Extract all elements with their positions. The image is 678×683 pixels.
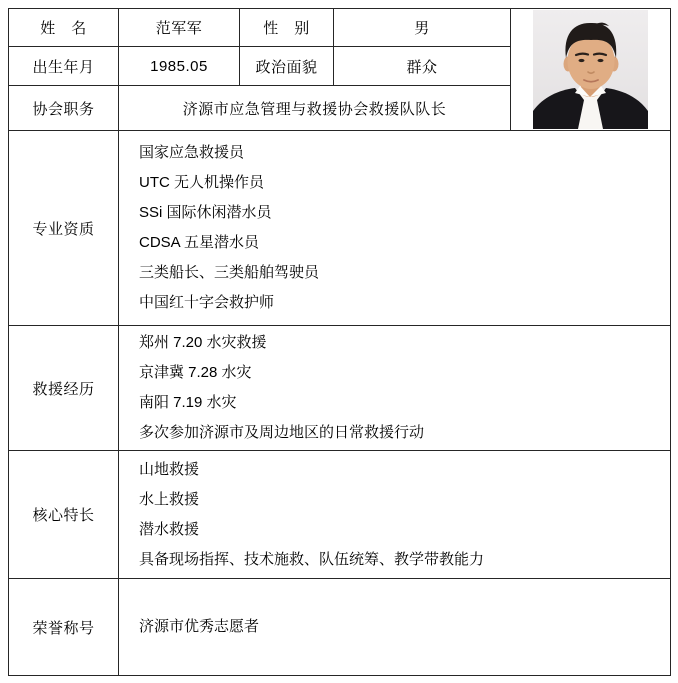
section-qualifications [9, 131, 670, 326]
experience-item: 郑州 7.20 水灾救援 [139, 334, 267, 351]
position-label: 协会职务 [9, 86, 119, 131]
portrait-photo [533, 10, 648, 129]
qualification-item: CDSA 五星潜水员 [139, 234, 260, 251]
political-status-value: 群众 [334, 47, 511, 86]
position-value: 济源市应急管理与救援协会救援队队长 [119, 86, 511, 131]
specialty-item: 山地救援 [139, 460, 200, 478]
photo-cell [511, 9, 670, 131]
experience-item: 南阳 7.19 水灾 [139, 394, 237, 411]
specialties-content [119, 451, 670, 579]
honors-content [119, 579, 670, 675]
gender-value: 男 [334, 9, 511, 47]
honor-item: 济源市优秀志愿者 [139, 618, 260, 635]
qualification-item: 三类船长、三类船舶驾驶员 [139, 264, 320, 281]
section-rescue-experience [9, 326, 670, 451]
experience-item: 京津冀 7.28 水灾 [139, 364, 252, 381]
name-label: 姓 名 [9, 9, 119, 47]
qualification-item: UTC 无人机操作员 [139, 174, 264, 191]
name-value: 范军军 [119, 9, 240, 47]
birth-value: 1985.05 [119, 47, 240, 86]
experience-content [119, 326, 670, 451]
qualifications-content [119, 131, 670, 326]
experience-item: 多次参加济源市及周边地区的日常救援行动 [139, 424, 425, 441]
qualifications-label: 专业资质 [9, 131, 119, 326]
specialty-item: 水上救援 [139, 490, 200, 508]
qualification-item: SSi 国际休闲潜水员 [139, 204, 272, 221]
specialty-item: 具备现场指挥、技术施救、队伍统筹、教学带教能力 [139, 550, 485, 568]
experience-label: 救援经历 [9, 326, 119, 451]
section-core-specialties [9, 451, 670, 579]
honors-label: 荣誉称号 [9, 579, 119, 675]
birth-label: 出生年月 [9, 47, 119, 86]
gender-label: 性 别 [240, 9, 334, 47]
personnel-form [8, 8, 671, 676]
basic-info-grid [9, 9, 670, 131]
qualification-item: 中国红十字会救护师 [139, 294, 275, 311]
section-honors [9, 579, 670, 675]
specialty-item: 潜水救援 [139, 520, 200, 538]
specialties-label: 核心特长 [9, 451, 119, 579]
qualification-item: 国家应急救援员 [139, 144, 245, 161]
political-status-label: 政治面貌 [240, 47, 334, 86]
